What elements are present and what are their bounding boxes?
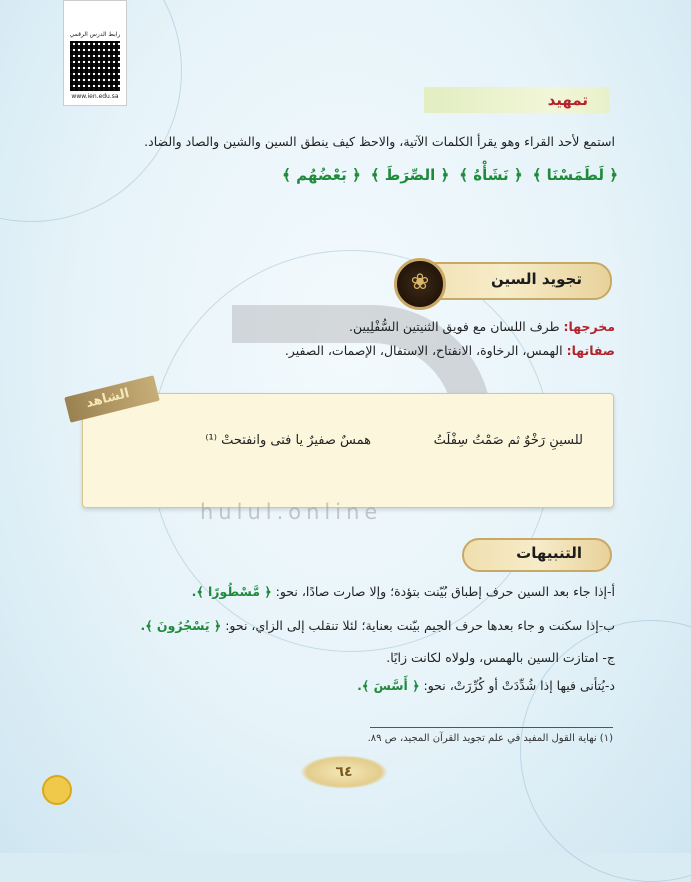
section-title-bar <box>424 87 610 113</box>
note-text: ب-إذا سكنت و جاء بعدها حرف الجيم بيّنت بعناية؛ لئلا تنقلب إلى الزاي، نحو: <box>221 618 615 633</box>
note-example: ﴿ أَسَّسَ ﴾. <box>357 678 420 693</box>
note-item <box>60 584 615 599</box>
intro-paragraph: استمع لأحد القراء وهو يقرأ الكلمات الآتية، والاحظ كيف ينطق السين والشين والصاد والضاد. <box>144 134 615 149</box>
watermark-text: hulul.online <box>200 500 383 524</box>
makhraj-line <box>60 319 615 334</box>
heading-sin <box>398 262 612 300</box>
footnote-divider <box>370 727 613 728</box>
note-text: ج- امتازت السين بالهمس، ولولاه لكانت زايًا. <box>386 650 615 665</box>
sifat-line <box>60 343 615 358</box>
verse-right: للسينِ رَخْوٌ ثم صَمْتُ سِفْلَتُ <box>433 433 583 448</box>
logo-icon <box>42 775 72 805</box>
example-word: ﴿ بَعْضُهُم ﴾ <box>282 166 361 184</box>
page-number: ٦٤ <box>300 755 388 789</box>
example-word: ﴿ الصِّرَطَ ﴾ <box>370 166 450 184</box>
note-text: د-يُتأنى فيها إذا شُدِّدَتْ أو كُرِّرَتْ، نحو: <box>419 678 615 693</box>
qr-url: www.ien.edu.sa <box>71 93 119 100</box>
note-example: ﴿ يَسْجُرُونَ ﴾. <box>140 618 222 633</box>
qr-code-panel[interactable] <box>63 0 127 106</box>
sifat-key: صفاتها: <box>566 343 615 358</box>
qr-caption: رابط الدرس الرقمي <box>69 31 121 38</box>
note-item <box>60 650 615 665</box>
example-words <box>228 166 618 196</box>
poem-box <box>82 393 614 508</box>
section-title: تمهيد <box>547 91 588 109</box>
heading-notes <box>462 538 612 572</box>
note-item <box>60 618 615 633</box>
note-item <box>60 678 615 693</box>
heading-notes-label: التنبيهات <box>516 544 582 562</box>
footnote: (١) نهاية القول المفيد في علم تجويد القرآن المجيد، ص ٨٩. <box>367 733 613 744</box>
sifat-text: الهمس، الرخاوة، الانفتاح، الاستفال، الإصمات، الصفير. <box>284 343 567 358</box>
example-word: ﴿ لَطَمَسْنَا ﴾ <box>532 166 618 184</box>
makhraj-key: مخرجها: <box>563 319 615 334</box>
medallion-icon: ❀ <box>394 258 446 310</box>
qr-code-icon[interactable] <box>70 41 120 91</box>
poem-ribbon-label: الشاهد <box>84 385 131 412</box>
verse-left: همسٌ صفيرٌ يا فتى وانفتحتْ ⁽¹⁾ <box>205 433 371 448</box>
note-example: ﴿ مَّسْطُورًا ﴾. <box>191 584 272 599</box>
makhraj-text: طرف اللسان مع فويق الثنيتين السُّفْلِيين. <box>349 319 564 334</box>
example-word: ﴿ نَشَأْهُ ﴾ <box>459 166 523 184</box>
heading-sin-label: تجويد السين <box>490 270 582 288</box>
note-text: أ-إذا جاء بعد السين حرف إطباق بُيّنت بتؤدة؛ وإلا صارت صادًا، نحو: <box>271 584 615 599</box>
